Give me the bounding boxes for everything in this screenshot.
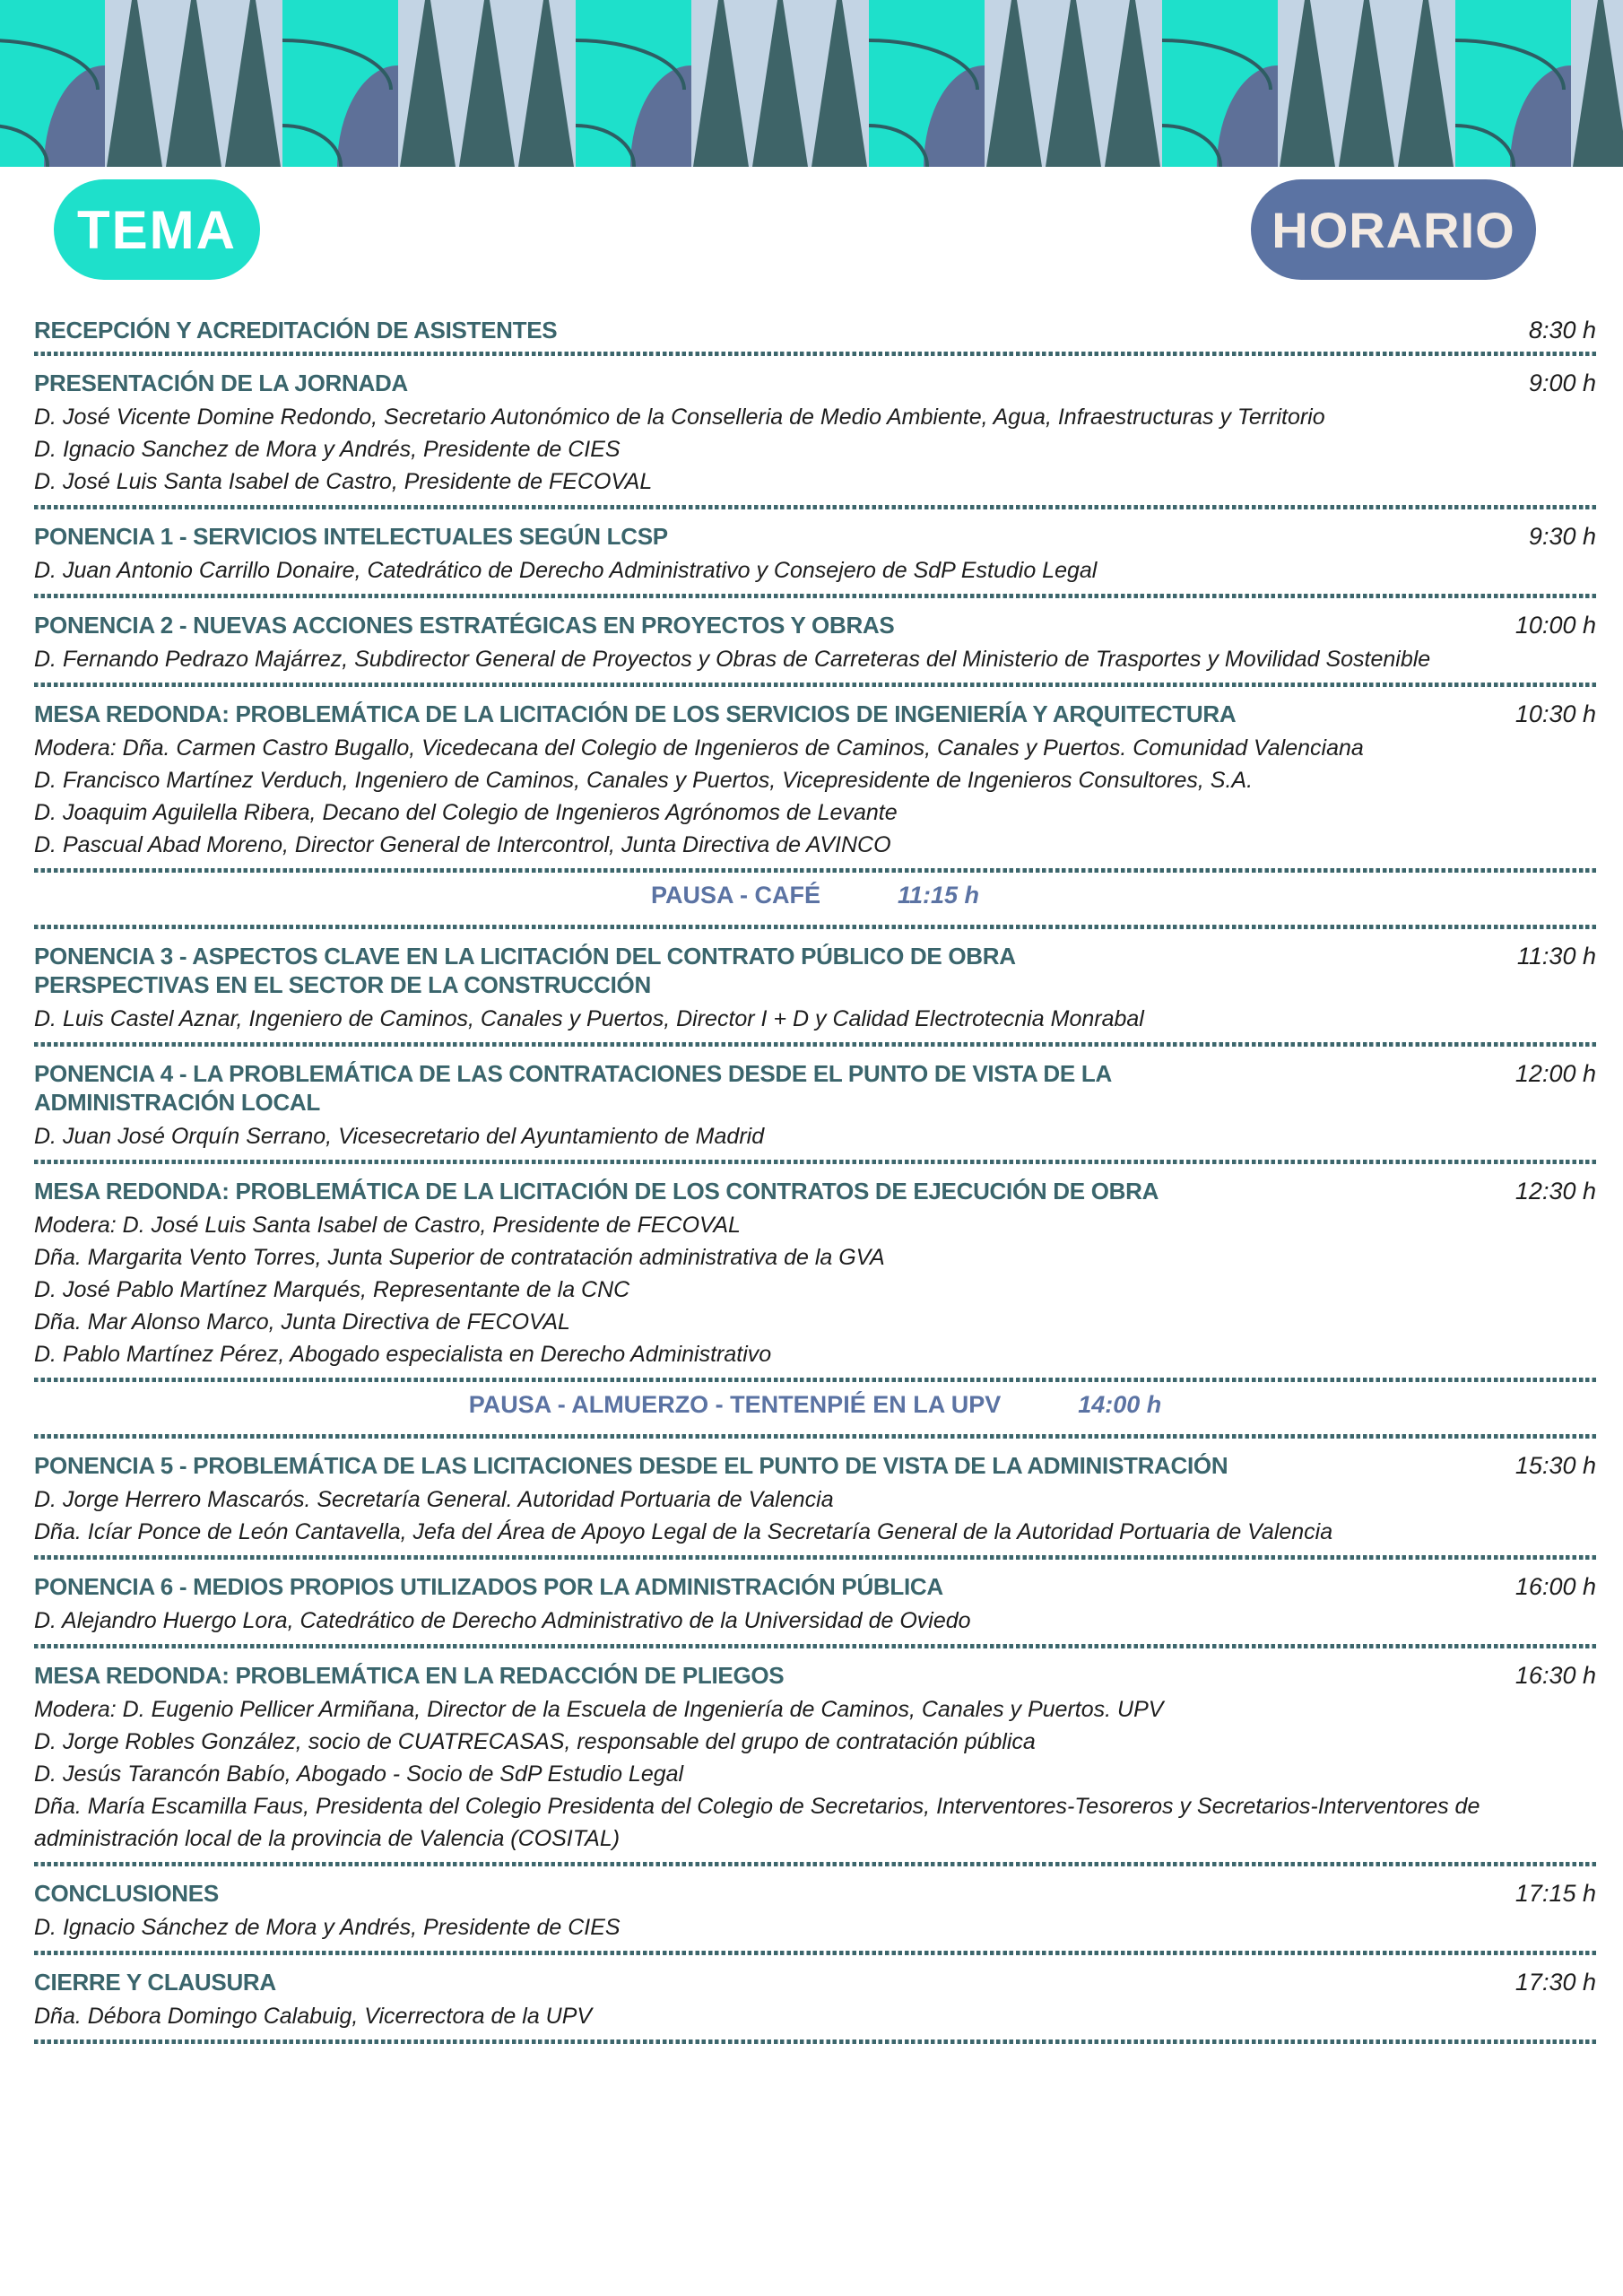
session-time: 10:30 h — [1515, 700, 1596, 727]
speaker-list — [34, 2000, 1549, 2032]
session-title-line: PERSPECTIVAS EN EL SECTOR DE LA CONSTRUCCIÓN — [34, 971, 651, 998]
speaker-list — [34, 1605, 1549, 1637]
speaker-line: D. Pascual Abad Moreno, Director General de Intercontrol, Junta Directiva de AVINCO — [34, 832, 891, 857]
schedule-list — [0, 285, 1623, 2044]
session-header-row — [34, 1661, 1596, 1690]
speaker-line: D. Juan Antonio Carrillo Donaire, Catedrático de Derecho Administrativo y Consejero de SdP Estudio Legal — [34, 558, 1098, 583]
session-time: 16:30 h — [1515, 1662, 1596, 1689]
session-time: 11:30 h — [1516, 943, 1596, 970]
session-header-row — [34, 316, 1596, 344]
session-time: 17:30 h — [1515, 1969, 1596, 1996]
speaker-list — [34, 1911, 1549, 1944]
speaker-line: Dña. Margarita Vento Torres, Junta Superior de contratación administrativa de la GVA — [34, 1245, 885, 1270]
speaker-line: Dña. Débora Domingo Calabuig, Vicerrectora de la UPV — [34, 2004, 593, 2029]
speaker-list — [34, 1483, 1549, 1548]
speaker-line: D. Alejandro Huergo Lora, Catedrático de Derecho Administrativo de la Universidad de Oviedo — [34, 1608, 971, 1633]
speaker-line: D. Jorge Robles González, socio de CUATRECASAS, responsable del grupo de contratación pública — [34, 1729, 1036, 1754]
session — [34, 509, 1596, 587]
session-title-line: MESA REDONDA: PROBLEMÁTICA DE LA LICITACIÓN DE LOS CONTRATOS DE EJECUCIÓN DE OBRA — [34, 1178, 1159, 1205]
session-header-row — [34, 700, 1596, 728]
session-title — [34, 1059, 1462, 1117]
session-title — [34, 1879, 1462, 1908]
speaker-line: D. José Vicente Domine Redondo, Secretario Autonómico de la Conselleria de Medio Ambiente, Agua, Infraestructuras y Territorio — [34, 404, 1325, 430]
session-title — [34, 700, 1462, 728]
speaker-line: Modera: Dña. Carmen Castro Bugallo, Vicedecana del Colegio de Ingenieros de Caminos, Canales y Puertos. Comunidad Valenciana — [34, 735, 1364, 761]
session-time: 9:30 h — [1528, 523, 1596, 550]
session-title-line: PONENCIA 1 - SERVICIOS INTELECTUALES SEGÚN LCSP — [34, 523, 668, 550]
session-header-row — [34, 1879, 1596, 1908]
session-time: 17:15 h — [1515, 1880, 1596, 1907]
session-title-line: PONENCIA 3 - ASPECTOS CLAVE EN LA LICITACIÓN DEL CONTRATO PÚBLICO DE OBRA — [34, 943, 1016, 970]
session-header-row — [34, 1451, 1596, 1480]
speaker-list — [34, 1209, 1549, 1370]
banner-pattern — [0, 0, 1623, 167]
session-header-row — [34, 1572, 1596, 1601]
session-header-row — [34, 1177, 1596, 1205]
speaker-line: D. Pablo Martínez Pérez, Abogado especialista en Derecho Administrativo — [34, 1342, 772, 1367]
session-title — [34, 1661, 1462, 1690]
session-title — [34, 1451, 1462, 1480]
session — [34, 1648, 1596, 1855]
session-title — [34, 611, 1462, 639]
speaker-list — [34, 1693, 1549, 1855]
speaker-line: D. Francisco Martínez Verduch, Ingeniero de Caminos, Canales y Puertos, Vicepresidente de Ingenieros Consultores, S.A. — [34, 768, 1254, 793]
session — [34, 929, 1596, 1035]
speaker-line: D. Jesús Tarancón Babío, Abogado - Socio de SdP Estudio Legal — [34, 1761, 684, 1787]
tema-pill — [54, 179, 260, 280]
break-time: 14:00 h — [1078, 1391, 1162, 1418]
speaker-list — [34, 732, 1549, 861]
session-header-row — [34, 942, 1596, 999]
session — [34, 356, 1596, 498]
speaker-line: D. Luis Castel Aznar, Ingeniero de Caminos, Canales y Puertos, Director I + D y Calidad Electrotecnia Monrabal — [34, 1006, 1144, 1031]
speaker-list — [34, 643, 1549, 675]
session-title-line: ADMINISTRACIÓN LOCAL — [34, 1089, 320, 1116]
speaker-line: Dña. Mar Alonso Marco, Junta Directiva de FECOVAL — [34, 1309, 570, 1335]
speaker-line: Dña. Icíar Ponce de León Cantavella, Jefa del Área de Apoyo Legal de la Secretaría General de la Autoridad Portuaria de Valencia — [34, 1519, 1333, 1544]
speaker-line: Modera: D. Eugenio Pellicer Armiñana, Director de la Escuela de Ingeniería de Caminos, Canales y Puertos. UPV — [34, 1697, 1164, 1722]
speaker-line: D. Joaquim Aguilella Ribera, Decano del Colegio de Ingenieros Agrónomos de Levante — [34, 800, 898, 825]
session-title — [34, 1177, 1462, 1205]
session-title-line: PONENCIA 4 - LA PROBLEMÁTICA DE LAS CONTRATACIONES DESDE EL PUNTO DE VISTA DE LA — [34, 1060, 1112, 1087]
speaker-line: Dña. María Escamilla Faus, Presidenta del Colegio Presidenta del Colegio de Secretarios, Interventores-Tesoreros y Secretarios-Interventores de administración local de la provincia de Valencia (COSITAL) — [34, 1794, 1480, 1851]
speaker-line: D. Ignacio Sanchez de Mora y Andrés, Presidente de CIES — [34, 437, 621, 462]
session-time: 9:00 h — [1528, 370, 1596, 396]
session — [34, 1439, 1596, 1548]
session-title — [34, 316, 1462, 344]
session-time: 15:30 h — [1515, 1452, 1596, 1479]
session — [34, 1164, 1596, 1370]
session-title-line: PONENCIA 5 - PROBLEMÁTICA DE LAS LICITACIONES DESDE EL PUNTO DE VISTA DE LA ADMINISTRACIÓN — [34, 1452, 1228, 1479]
session-title-line: MESA REDONDA: PROBLEMÁTICA DE LA LICITACIÓN DE LOS SERVICIOS DE INGENIERÍA Y ARQUITECTURA — [34, 700, 1237, 727]
session-header-row — [34, 611, 1596, 639]
session-title-line: CONCLUSIONES — [34, 1880, 219, 1907]
speaker-line: D. Jorge Herrero Mascarós. Secretaría General. Autoridad Portuaria de Valencia — [34, 1487, 834, 1512]
session-time: 8:30 h — [1528, 317, 1596, 344]
horario-pill — [1251, 179, 1536, 280]
speaker-list — [34, 401, 1549, 498]
speaker-line: D. José Pablo Martínez Marqués, Representante de la CNC — [34, 1277, 630, 1302]
session-title-line: PONENCIA 2 - NUEVAS ACCIONES ESTRATÉGICAS EN PROYECTOS Y OBRAS — [34, 612, 895, 639]
horario-label: HORARIO — [1271, 201, 1515, 258]
session-header-row — [34, 369, 1596, 397]
session-time: 12:30 h — [1515, 1178, 1596, 1205]
session — [34, 1047, 1596, 1152]
session-time: 12:00 h — [1515, 1060, 1596, 1087]
session — [34, 303, 1596, 344]
session-title — [34, 1968, 1462, 1996]
session-title-line: CIERRE Y CLAUSURA — [34, 1969, 276, 1996]
session-time: 10:00 h — [1515, 612, 1596, 639]
session-header-row — [34, 1059, 1596, 1117]
session-title — [34, 522, 1462, 551]
speaker-line: Modera: D. José Luis Santa Isabel de Castro, Presidente de FECOVAL — [34, 1213, 741, 1238]
break-row — [34, 873, 1596, 918]
session — [34, 1560, 1596, 1637]
break-label: PAUSA - CAFÉ — [650, 882, 820, 909]
session-title — [34, 942, 1462, 999]
speaker-list — [34, 554, 1549, 587]
session — [34, 1866, 1596, 1944]
session-title-line: PRESENTACIÓN DE LA JORNADA — [34, 370, 408, 396]
session-title-line: RECEPCIÓN Y ACREDITACIÓN DE ASISTENTES — [34, 317, 558, 344]
session-header-row — [34, 522, 1596, 551]
session-time: 16:00 h — [1515, 1573, 1596, 1600]
speaker-line: D. Ignacio Sánchez de Mora y Andrés, Presidente de CIES — [34, 1915, 621, 1940]
speaker-line: D. Juan José Orquín Serrano, Vicesecretario del Ayuntamiento de Madrid — [34, 1124, 765, 1149]
speaker-list — [34, 1003, 1549, 1035]
break-label: PAUSA - ALMUERZO - TENTENPIÉ EN LA UPV — [468, 1391, 1002, 1418]
speaker-line: D. Fernando Pedrazo Majárrez, Subdirector General de Proyectos y Obras de Carreteras del Ministerio de Trasportes y Movilidad Sostenible — [34, 647, 1431, 672]
session-title-line: PONENCIA 6 - MEDIOS PROPIOS UTILIZADOS POR LA ADMINISTRACIÓN PÚBLICA — [34, 1573, 943, 1600]
session-title — [34, 1572, 1462, 1601]
session-title — [34, 369, 1462, 397]
session-header-row — [34, 1968, 1596, 1996]
session-title-line: MESA REDONDA: PROBLEMÁTICA EN LA REDACCIÓN DE PLIEGOS — [34, 1662, 785, 1689]
header-row — [0, 167, 1623, 285]
tema-label: TEMA — [77, 199, 237, 260]
session — [34, 687, 1596, 861]
speaker-line: D. José Luis Santa Isabel de Castro, Presidente de FECOVAL — [34, 469, 653, 494]
speaker-list — [34, 1120, 1549, 1152]
session — [34, 598, 1596, 675]
break-time: 11:15 h — [897, 882, 980, 909]
dotted-divider — [34, 2039, 1596, 2044]
break-row — [34, 1382, 1596, 1427]
session — [34, 1955, 1596, 2032]
